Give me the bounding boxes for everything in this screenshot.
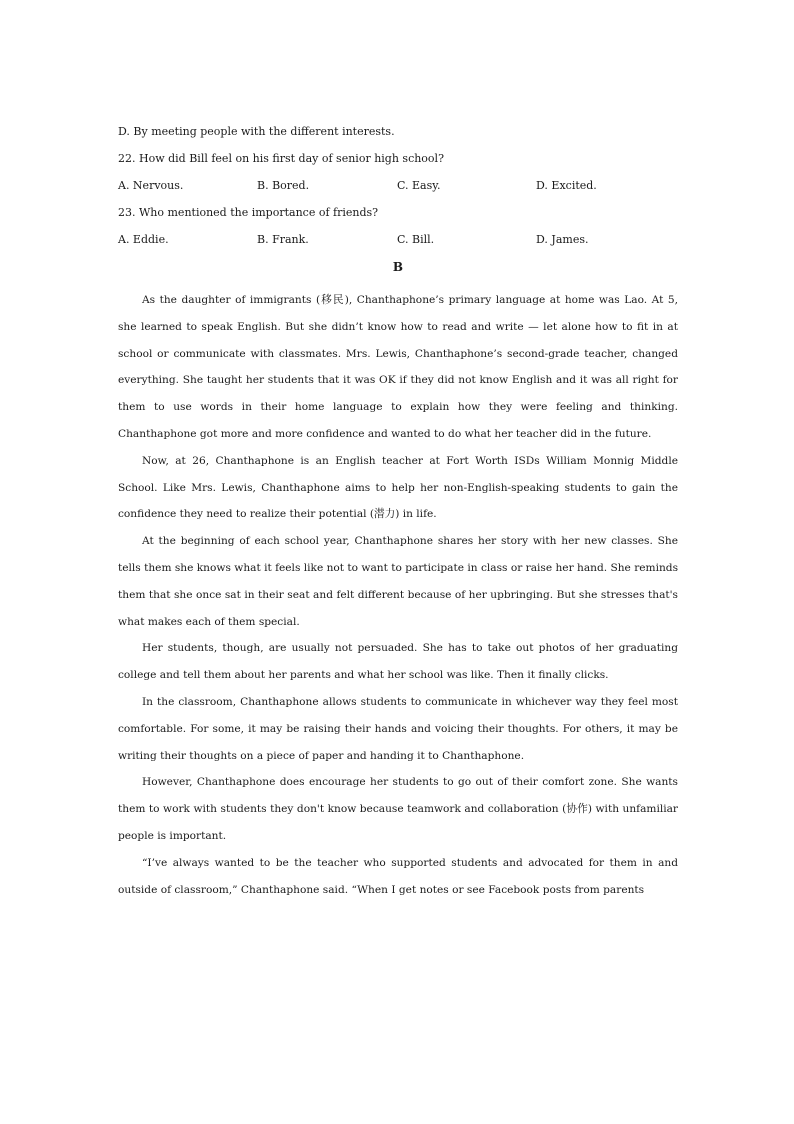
- passage-paragraph-1: As the daughter of immigrants (移民), Chanthaphone’s primary language at home was Lao. At 5, she learned to speak English. But she didn’t know how to read and write — let alone how to fit in at school or communicate with classmates. Mrs. Lewis, Chanthaphone’s second-grade teacher, changed everything. She taught her students that it was OK if they did not know English and it was all right for them to use words in their home language to explain how they were feeling and thinking. Chanthaphone got more and more confidence and wanted to do what her teacher did in the future.: [118, 294, 678, 440]
- passage-b: [118, 287, 678, 903]
- q23-option-a: A. Eddie.: [118, 233, 169, 246]
- passage-paragraph-4: Her students, though, are usually not persuaded. She has to take out photos of her graduating college and tell them about her parents and what her school was like. Then it finally clicks.: [118, 642, 678, 682]
- passage-paragraph-6: However, Chanthaphone does encourage her students to go out of their comfort zone. She wants them to work with students they don't know because teamwork and collaboration (协作) with unfamiliar people is important.: [118, 776, 678, 842]
- q22-option-d: D. Excited.: [536, 179, 597, 192]
- passage-paragraph-2: Now, at 26, Chanthaphone is an English teacher at Fort Worth ISDs William Monnig Middle School. Like Mrs. Lewis, Chanthaphone aims to help her non-English-speaking students to gain the confidence they need to realize their potential (潜力) in life.: [118, 454, 678, 521]
- q22-option-c: C. Easy.: [397, 179, 441, 192]
- section-b-title: B: [392, 260, 404, 274]
- passage-paragraph-7: “I’ve always wanted to be the teacher who supported students and advocated for them in and outside of classroom,” Chanthaphone said. “When I get notes or see Facebook posts from parents: [118, 856, 678, 896]
- passage-paragraph-5: In the classroom, Chanthaphone allows students to communicate in whichever way they feel most comfortable. For some, it may be raising their hands and voicing their thoughts. For others, it may be writing their thoughts on a piece of paper and handing it to Chanthaphone.: [118, 695, 678, 762]
- q23-question: 23. Who mentioned the importance of friends?: [118, 206, 379, 219]
- q23-option-b: B. Frank.: [257, 233, 309, 246]
- q23-option-d: D. James.: [536, 233, 589, 246]
- q22-option-b: B. Bored.: [257, 179, 310, 192]
- q22-option-a: A. Nervous.: [118, 179, 184, 192]
- passage-paragraph-3: At the beginning of each school year, Chanthaphone shares her story with her new classes. She tells them she knows what it feels like not to want to participate in class or raise her hand. She reminds them that she once sat in their seat and felt different because of her upbringing. But she stresses that's what makes each of them special.: [118, 535, 678, 628]
- q22-question: 22. How did Bill feel on his first day of senior high school?: [118, 152, 444, 165]
- q23-option-c: C. Bill.: [397, 233, 435, 246]
- q21-option-d: D. By meeting people with the different interests.: [118, 125, 395, 138]
